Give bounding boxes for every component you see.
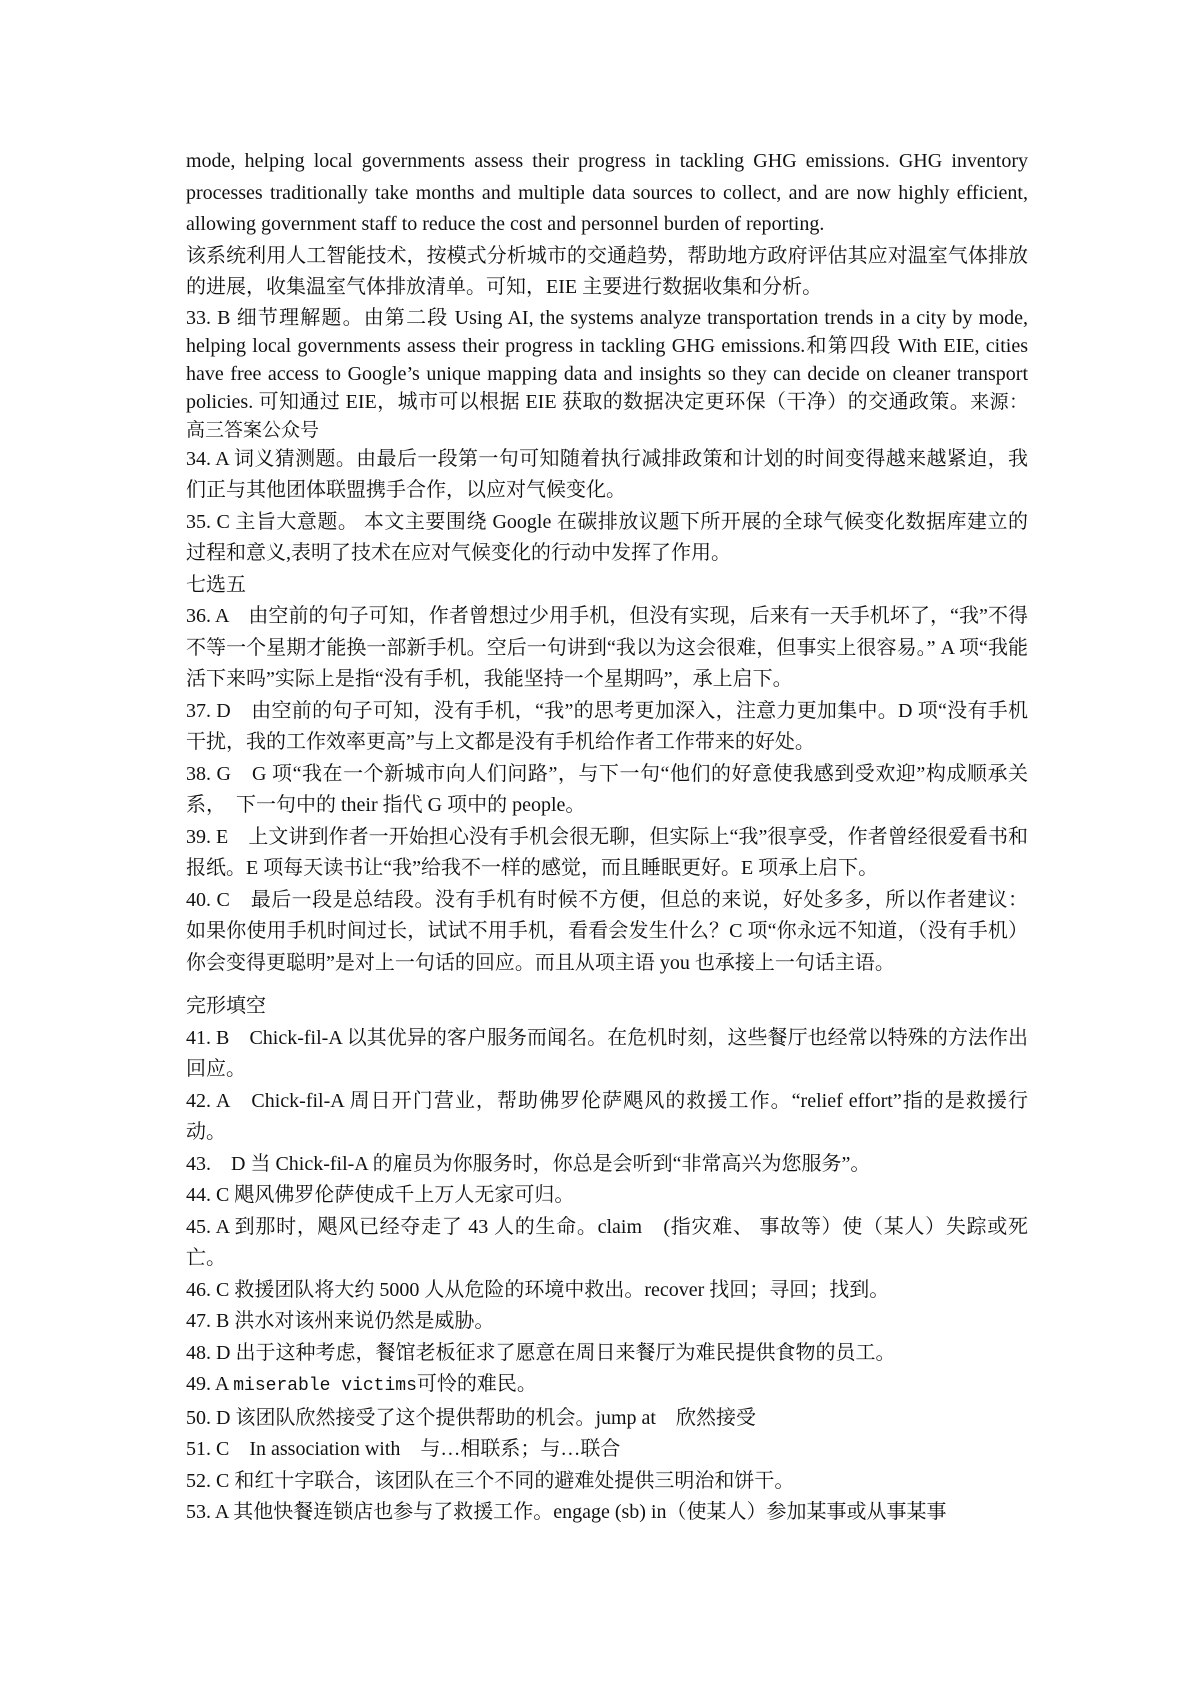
- answer-39: 39. E 上文讲到作者一开始担心没有手机会很无聊，但实际上“我”很享受，作者曾经很爱看书和报纸。E 项每天读书让“我”给我不一样的感觉，而且睡眠更好。E 项承上启下。: [186, 825, 1028, 879]
- section-gap: [186, 979, 1028, 991]
- answer-38: 38. G G 项“我在一个新城市向人们问路”，与下一句“他们的好意使我感到受欢迎”构成顺承关系， 下一句中的 their 指代 G 项中的 people。: [186, 762, 1028, 816]
- answer-35: 35. C 主旨大意题。 本文主要围绕 Google 在碳排放议题下所开展的全球气候变化数据库建立的过程和意义,表明了技术在应对气候变化的行动中发挥了作用。: [186, 510, 1028, 564]
- answer-44: 44. C 飓风佛罗伦萨使成千上万人无家可归。: [186, 1184, 575, 1206]
- answer-40: 40. C 最后一段是总结段。没有手机有时候不方便，但总的来说，好处多多，所以作者建议：如果你使用手机时间过长，试试不用手机，看看会发生什么？C 项“你永远不知道，（没有手机）你会变得更聪明”是对上一句话的回应。而且从项主语 you 也承接上一句话主语。: [186, 888, 1028, 974]
- answer-49-prefix: 49. A: [186, 1373, 229, 1395]
- answer-33: [186, 304, 1028, 444]
- section-heading-cloze: 完形填空: [186, 995, 266, 1017]
- answer-45: 45. A 到那时，飓风已经夺走了 43 人的生命。claim (指灾难、 事故等）使（某人）失踪或死亡。: [186, 1215, 1028, 1269]
- answer-53: 53. A 其他快餐连锁店也参与了救援工作。engage (sb) in（使某人）参加某事或从事某事: [186, 1501, 947, 1523]
- intro-paragraph-en: mode, helping local governments assess their progress in tackling GHG emissions. GHG inventory processes traditionally take months and multiple data sources to collect, and are now highly efficient, allowing government staff to reduce the cost and personnel burden of reporting.: [186, 150, 1028, 235]
- section-heading-seven-choose-five: 七选五: [186, 573, 246, 596]
- answer-48: 48. D 出于这种考虑，餐馆老板征求了愿意在周日来餐厅为难民提供食物的员工。: [186, 1341, 896, 1364]
- answer-37: 37. D 由空前的句子可知，没有手机，“我”的思考更加深入，注意力更加集中。D 项“没有手机干扰，我的工作效率更高”与上文都是没有手机给作者工作带来的好处。: [186, 699, 1028, 753]
- answer-49: [186, 1369, 1028, 1403]
- answer-50: 50. D 该团队欣然接受了这个提供帮助的机会。jump at 欣然接受: [186, 1406, 756, 1429]
- answer-49-phrase: miserable victims: [233, 1376, 417, 1396]
- answer-36: 36. A 由空前的句子可知，作者曾想过少用手机，但没有实现，后来有一天手机坏了，“我”不得不等一个星期才能换一部新手机。空后一句讲到“我以为这会很难，但事实上很容易。” A 项“我能活下来吗”实际上是指“没有手机，我能坚持一个星期吗”，承上启下。: [186, 605, 1028, 690]
- answer-41: 41. B Chick-fil-A 以其优异的客户服务而闻名。在危机时刻，这些餐厅也经常以特殊的方法作出回应。: [186, 1026, 1028, 1080]
- answer-42: 42. A Chick-fil-A 周日开门营业，帮助佛罗伦萨飓风的救援工作。“relief effort”指的是救援行动。: [186, 1089, 1028, 1143]
- answer-49-cn: 可怜的难民。: [416, 1373, 537, 1395]
- answer-43: 43. D 当 Chick-fil-A 的雇员为你服务时，你总是会听到“非常高兴为您服务”。: [186, 1152, 871, 1175]
- answer-51: 51. C In association with 与…相联系；与…联合: [186, 1438, 621, 1460]
- answer-46: 46. C 救援团队将大约 5000 人从危险的环境中救出。recover 找回；寻回；找到。: [186, 1278, 890, 1301]
- document-page: [186, 146, 1028, 1529]
- answer-33-text: 33. B 细节理解题。由第二段 Using AI, the systems analyze transportation trends in a city by mode, helping local governments assess their progress in tackling GHG emissions.和第四段 With EIE, cities have free access to Google’s unique mapping data and insights so they can decide on cleaner transport policies. 可知通过 EIE，城市可以根据 EIE 获取的数据决定更环保（干净）的交通政策。: [186, 306, 1028, 413]
- source-note: 来源：高三答案公众号: [186, 390, 1028, 441]
- answer-34: 34. A 词义猜测题。由最后一段第一句可知随着执行减排政策和计划的时间变得越来越紧迫，我们正与其他团体联盟携手合作，以应对气候变化。: [186, 447, 1028, 501]
- answer-47: 47. B 洪水对该州来说仍然是威胁。: [186, 1310, 495, 1332]
- answer-52: 52. C 和红十字联合，该团队在三个不同的避难处提供三明治和饼干。: [186, 1469, 795, 1492]
- intro-paragraph-cn: 该系统利用人工智能技术，按模式分析城市的交通趋势，帮助地方政府评估其应对温室气体排放的进展，收集温室气体排放清单。可知，EIE 主要进行数据收集和分析。: [186, 244, 1028, 298]
